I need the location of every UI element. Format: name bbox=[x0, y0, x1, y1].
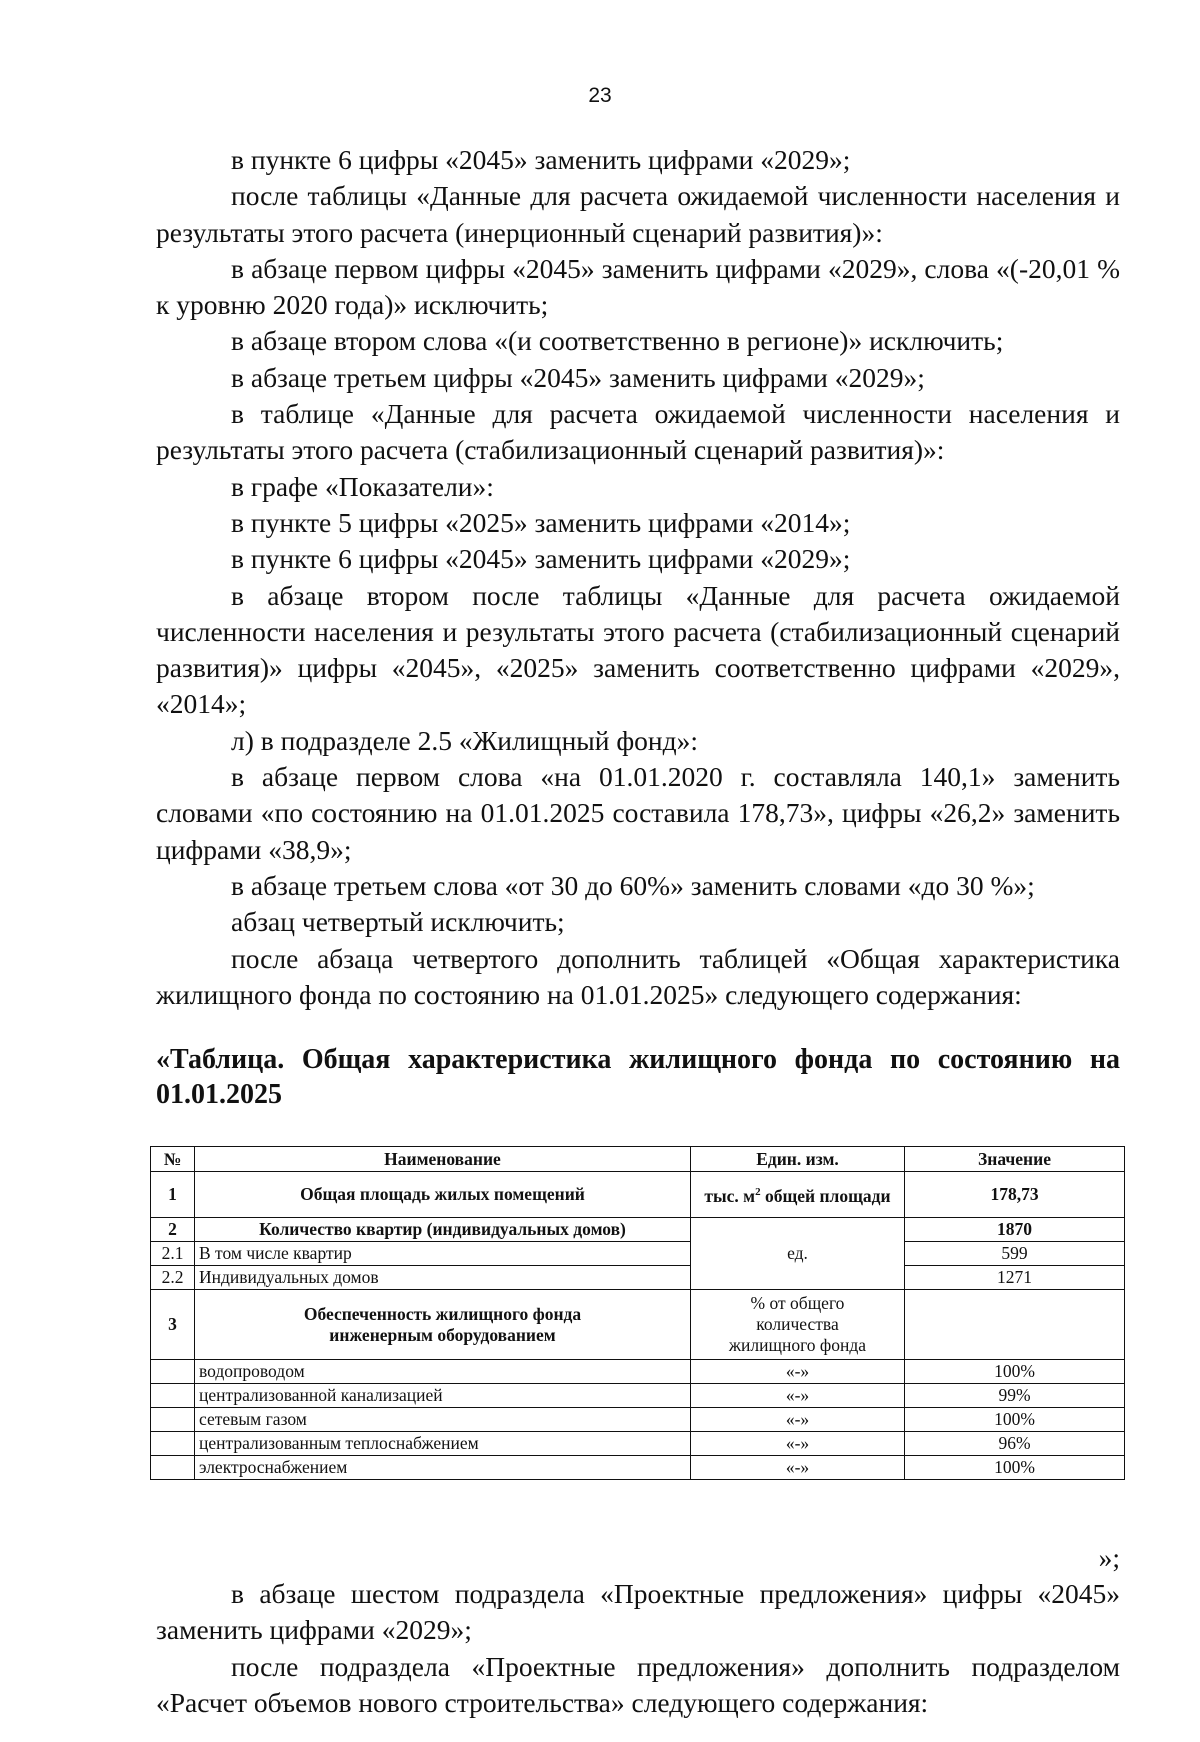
table-title: «Таблица. Общая характеристика жилищного фонда по состоянию на 01.01.2025 bbox=[156, 1044, 1120, 1110]
paragraph: в абзаце шестом подраздела «Проектные предложения» цифры «2045» заменить цифрами «2029»; bbox=[156, 1578, 1120, 1646]
row-num: 2.1 bbox=[151, 1242, 195, 1266]
paragraph: абзац четвертый исключить; bbox=[231, 906, 565, 938]
paragraph: в графе «Показатели»: bbox=[231, 470, 494, 502]
row-value: 96% bbox=[905, 1432, 1125, 1456]
row-unit bbox=[691, 1172, 905, 1218]
row-name: Количество квартир (индивидуальных домов) bbox=[195, 1218, 691, 1242]
table-row bbox=[151, 1242, 1125, 1266]
body-text bbox=[156, 142, 1120, 1013]
row-unit: «-» bbox=[691, 1384, 905, 1408]
paragraph: в абзаце третьем цифры «2045» заменить цифрами «2029»; bbox=[231, 361, 925, 393]
unit-superscript: 2 bbox=[755, 1186, 761, 1199]
paragraph: после подраздела «Проектные предложения» дополнить подразделом «Расчет объемов нового строительства» следующего содержания: bbox=[156, 1650, 1120, 1718]
header-unit: Един. изм. bbox=[691, 1147, 905, 1172]
row-unit: % от общего количества жилищного фонда bbox=[691, 1290, 905, 1360]
body-text-continued bbox=[156, 1576, 1120, 1721]
row-num bbox=[151, 1384, 195, 1408]
row-num: 3 bbox=[151, 1290, 195, 1360]
row-unit: «-» bbox=[691, 1360, 905, 1384]
header-value: Значение bbox=[905, 1147, 1125, 1172]
row-unit: «-» bbox=[691, 1456, 905, 1480]
paragraph: в пункте 6 цифры «2045» заменить цифрами «2029»; bbox=[231, 144, 851, 175]
row-value bbox=[905, 1290, 1125, 1360]
housing-stock-table bbox=[150, 1146, 1125, 1480]
row-value: 1870 bbox=[905, 1218, 1125, 1242]
paragraph: в абзаце первом цифры «2045» заменить цифрами «2029», слова «(-20,01 % к уровню 2020 года)» исключить; bbox=[156, 252, 1120, 321]
row-num bbox=[151, 1408, 195, 1432]
row-num bbox=[151, 1456, 195, 1480]
table-row bbox=[151, 1432, 1125, 1456]
paragraph: в пункте 5 цифры «2025» заменить цифрами «2014»; bbox=[231, 506, 851, 538]
row-num: 1 bbox=[151, 1172, 195, 1218]
paragraph: после таблицы «Данные для расчета ожидаемой численности населения и результаты этого расчета (инерционный сценарий развития)»: bbox=[156, 180, 1120, 248]
row-name: Индивидуальных домов bbox=[195, 1266, 691, 1290]
paragraph: в абзаце втором слова «(и соответственно в регионе)» исключить; bbox=[231, 325, 1004, 357]
row-name: Общая площадь жилых помещений bbox=[195, 1172, 691, 1218]
unit-text: тыс. м bbox=[704, 1185, 756, 1206]
table-header-row bbox=[151, 1147, 1125, 1172]
table-row bbox=[151, 1218, 1125, 1242]
closing-quote: »; bbox=[1098, 1542, 1120, 1573]
row-name: В том числе квартир bbox=[195, 1242, 691, 1266]
row-value: 99% bbox=[905, 1384, 1125, 1408]
row-num bbox=[151, 1360, 195, 1384]
row-name: электроснабжением bbox=[195, 1456, 691, 1480]
table-row bbox=[151, 1360, 1125, 1384]
row-name: сетевым газом bbox=[195, 1408, 691, 1432]
row-value: 100% bbox=[905, 1408, 1125, 1432]
paragraph: в таблице «Данные для расчета ожидаемой численности населения и результаты этого расчета (стабилизационный сценарий развития)»: bbox=[156, 398, 1120, 466]
paragraph: л) в подразделе 2.5 «Жилищный фонд»: bbox=[231, 724, 699, 756]
row-num: 2 bbox=[151, 1218, 195, 1242]
row-name: централизованной канализацией bbox=[195, 1384, 691, 1408]
header-num: № bbox=[151, 1147, 195, 1172]
row-value: 178,73 bbox=[905, 1172, 1125, 1218]
paragraph: в пункте 6 цифры «2045» заменить цифрами «2029»; bbox=[231, 543, 851, 575]
table-row bbox=[151, 1290, 1125, 1360]
row-value: 599 bbox=[905, 1242, 1125, 1266]
table-row bbox=[151, 1266, 1125, 1290]
table-row bbox=[151, 1456, 1125, 1480]
row-name: Обеспеченность жилищного фонда инженерным оборудованием bbox=[195, 1290, 691, 1360]
paragraph: после абзаца четвертого дополнить таблицей «Общая характеристика жилищного фонда по состоянию на 01.01.2025» следующего содержания: bbox=[156, 942, 1120, 1010]
row-name: централизованным теплоснабжением bbox=[195, 1432, 691, 1456]
paragraph: в абзаце первом слова «на 01.01.2020 г. составляла 140,1» заменить словами «по состоянию на 01.01.2025 составила 178,73», цифры «26,2» заменить цифрами «38,9»; bbox=[156, 761, 1120, 865]
row-num: 2.2 bbox=[151, 1266, 195, 1290]
paragraph: в абзаце втором после таблицы «Данные для расчета ожидаемой численности населения и результаты этого расчета (стабилизационный сценарий развития)» цифры «2045», «2025» заменить соответственно цифрами «2029», «2014»; bbox=[156, 579, 1120, 720]
table-row bbox=[151, 1384, 1125, 1408]
paragraph: в абзаце третьем слова «от 30 до 60%» заменить словами «до 30 %»; bbox=[231, 869, 1035, 901]
row-value: 100% bbox=[905, 1360, 1125, 1384]
row-unit: «-» bbox=[691, 1432, 905, 1456]
row-name: водопроводом bbox=[195, 1360, 691, 1384]
row-value: 100% bbox=[905, 1456, 1125, 1480]
table-row bbox=[151, 1172, 1125, 1218]
unit-text: общей площади bbox=[760, 1185, 891, 1206]
row-unit: «-» bbox=[691, 1408, 905, 1432]
row-unit: ед. bbox=[691, 1218, 905, 1290]
row-num bbox=[151, 1432, 195, 1456]
table-row bbox=[151, 1408, 1125, 1432]
header-name: Наименование bbox=[195, 1147, 691, 1172]
row-value: 1271 bbox=[905, 1266, 1125, 1290]
page-number: 23 bbox=[588, 84, 612, 107]
